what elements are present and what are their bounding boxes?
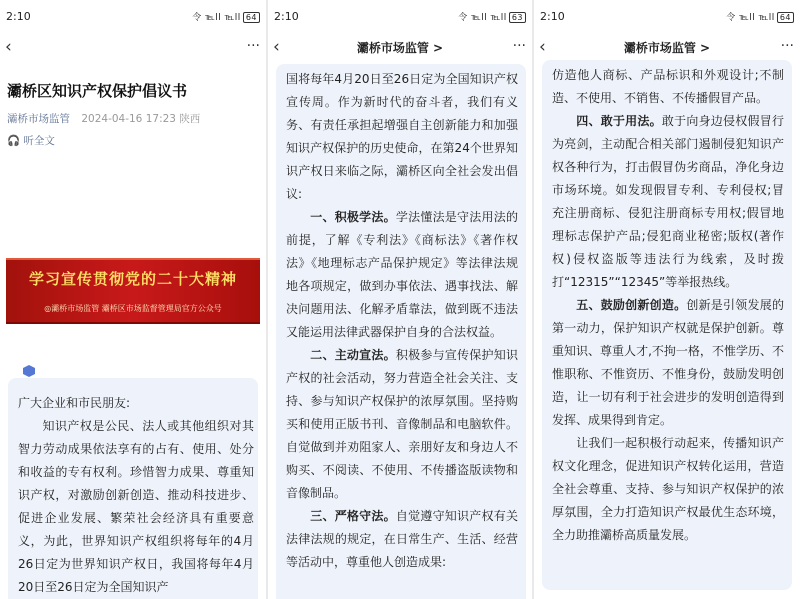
article-body bbox=[552, 64, 784, 547]
banner-subtitle: ◎灞桥市场监管 灞桥区市场监督管理局官方公众号 bbox=[44, 304, 222, 313]
back-chevron-icon[interactable]: ‹ bbox=[273, 37, 280, 57]
status-bar bbox=[268, 0, 532, 36]
signal-icon: 令 ℡ll ℡ll bbox=[458, 13, 507, 23]
banner-slogan: 学习宣传贯彻党的二十大精神 bbox=[28, 270, 237, 288]
article-body bbox=[18, 392, 254, 599]
listen-button[interactable] bbox=[7, 133, 55, 148]
signal-icon: 令 ℡ll ℡ll bbox=[726, 13, 775, 23]
paragraph bbox=[552, 432, 784, 547]
paragraph bbox=[18, 392, 254, 415]
signal-icon: 令 ℡ll ℡ll bbox=[192, 13, 241, 23]
status-time: 2:10 bbox=[274, 10, 299, 23]
listen-label: 听全文 bbox=[23, 135, 55, 147]
battery-icon: 64 bbox=[777, 12, 794, 23]
paragraph-heading: 五、鼓励创新创造。 bbox=[576, 298, 687, 312]
status-time: 2:10 bbox=[6, 10, 31, 23]
hexagon-decoration-icon bbox=[22, 364, 36, 378]
article-meta bbox=[7, 111, 200, 126]
paragraph-text: 创新是引领发展的第一动力，保护知识产权就是保护创新。尊重知识、尊重人才,不拘一格，不惟学历、不惟职称、不惟资历、不惟身份，鼓励发明创造，让一切有利于社会进步的发明创造得到发挥、成果得到肯定。 bbox=[552, 298, 784, 427]
nav-bar bbox=[268, 36, 532, 60]
status-time: 2:10 bbox=[540, 10, 565, 23]
nav-account-title[interactable]: 灞桥市场监管 > bbox=[623, 41, 711, 55]
headphones-icon: 🎧 bbox=[7, 135, 21, 147]
more-ellipsis-icon[interactable]: ··· bbox=[780, 38, 794, 54]
more-ellipsis-icon[interactable]: ··· bbox=[246, 38, 260, 54]
paragraph bbox=[552, 110, 784, 294]
paragraph-text: 敢于向身边侵权假冒行为亮剑，主动配合相关部门遏制侵犯知识产权各种行为，打击假冒伪劣商品，净化身边市场环境。如发现假冒专利、专利侵权;冒充注册商标、侵犯注册商标专用权;假冒地理标志保护产品;侵犯商业秘密;版权(著作权)侵权盗版等违法行为线索，及时拨打“12315”“12345”等举报热线。 bbox=[552, 114, 784, 289]
screen-panel-2 bbox=[268, 0, 532, 599]
paragraph bbox=[18, 415, 254, 599]
paragraph bbox=[286, 344, 518, 505]
more-ellipsis-icon[interactable]: ··· bbox=[512, 38, 526, 54]
promo-banner bbox=[6, 258, 260, 324]
paragraph-text: 积极参与宣传保护知识产权的社会活动，努力营造全社会关注、支持、参与知识产权保护的浓厚氛围。坚持购买和使用正版书刊、音像制品和电脑软件。自觉做到并劝阻家人、亲朋好友和身边人不购买、不阅读、不使用、不传播盗版读物和音像制品。 bbox=[286, 348, 518, 500]
status-icons bbox=[192, 10, 260, 23]
account-link[interactable]: 灞桥市场监管 bbox=[7, 113, 70, 125]
paragraph-heading: 四、敢于用法。 bbox=[576, 114, 662, 128]
status-bar bbox=[534, 0, 800, 36]
paragraph-heading: 一、积极学法。 bbox=[310, 210, 396, 224]
paragraph-heading: 二、主动宣法。 bbox=[310, 348, 396, 362]
nav-bar bbox=[0, 36, 266, 60]
paragraph bbox=[286, 206, 518, 344]
article-title: 灞桥区知识产权保护倡议书 bbox=[7, 82, 188, 100]
paragraph-text: 让我们一起积极行动起来，传播知识产权文化理念，促进知识产权转化运用，营造全社会尊重、支持、参与知识产权保护的浓厚氛围，全力打造知识产权最优生态环境，全力助推灞桥高质量发展。 bbox=[552, 436, 784, 542]
paragraph-heading: 三、严格守法。 bbox=[310, 509, 396, 523]
back-chevron-icon[interactable]: ‹ bbox=[5, 37, 12, 57]
status-icons bbox=[458, 10, 526, 23]
paragraph-text: 学法懂法是守法用法的前提，了解《专利法》《商标法》《著作权法》《地理标志产品保护规定》等法律法规地各项规定，做到办事依法、遇事找法、解决问题用法、化解矛盾靠法，做到既不违法又能运用法律武器保护自身的合法权益。 bbox=[286, 210, 518, 339]
paragraph-text: 仿造他人商标、产品标识和外观设计;不制造、不使用、不销售、不传播假冒产品。 bbox=[552, 68, 784, 105]
paragraph-text: 知识产权是公民、法人或其他组织对其智力劳动成果依法享有的占有、使用、处分和收益的专有权利。珍惜智力成果、尊重知识产权，对激励创新创造、推动科技进步、促进企业发展、繁荣社会经济具有重要意义，为此，世界知识产权组织将每年的4月26日定为世界知识产权日，我国将每年4月20日至26日定为全国知识产 bbox=[18, 419, 254, 594]
paragraph-text: 自觉遵守知识产权有关法律法规的规定，在日常生产、生活、经营等活动中，尊重他人创造成果: bbox=[286, 509, 518, 569]
battery-icon: 64 bbox=[243, 12, 260, 23]
screen-panel-1 bbox=[0, 0, 266, 599]
status-bar bbox=[0, 0, 266, 36]
paragraph bbox=[286, 505, 518, 574]
battery-icon: 63 bbox=[509, 12, 526, 23]
paragraph bbox=[286, 68, 518, 206]
publish-region: 陕西 bbox=[179, 113, 201, 125]
paragraph-text: 广大企业和市民朋友: bbox=[18, 396, 131, 410]
paragraph-text: 国将每年4月20日至26日定为全国知识产权宣传周。作为新时代的奋斗者，我们有义务、有责任承担起增强自主创新能力和加强知识产权保护的历史使命，在第24个世界知识产权日来临之际，灞桥区向全社会发出倡议: bbox=[286, 72, 518, 201]
publish-date: 2024-04-16 17:23 bbox=[81, 113, 176, 125]
back-chevron-icon[interactable]: ‹ bbox=[539, 37, 546, 57]
article-body bbox=[286, 68, 518, 574]
status-icons bbox=[726, 10, 794, 23]
screen-panel-3 bbox=[534, 0, 800, 599]
nav-bar bbox=[534, 36, 800, 60]
paragraph bbox=[552, 64, 784, 110]
nav-account-title[interactable]: 灞桥市场监管 > bbox=[356, 41, 444, 55]
paragraph bbox=[552, 294, 784, 432]
